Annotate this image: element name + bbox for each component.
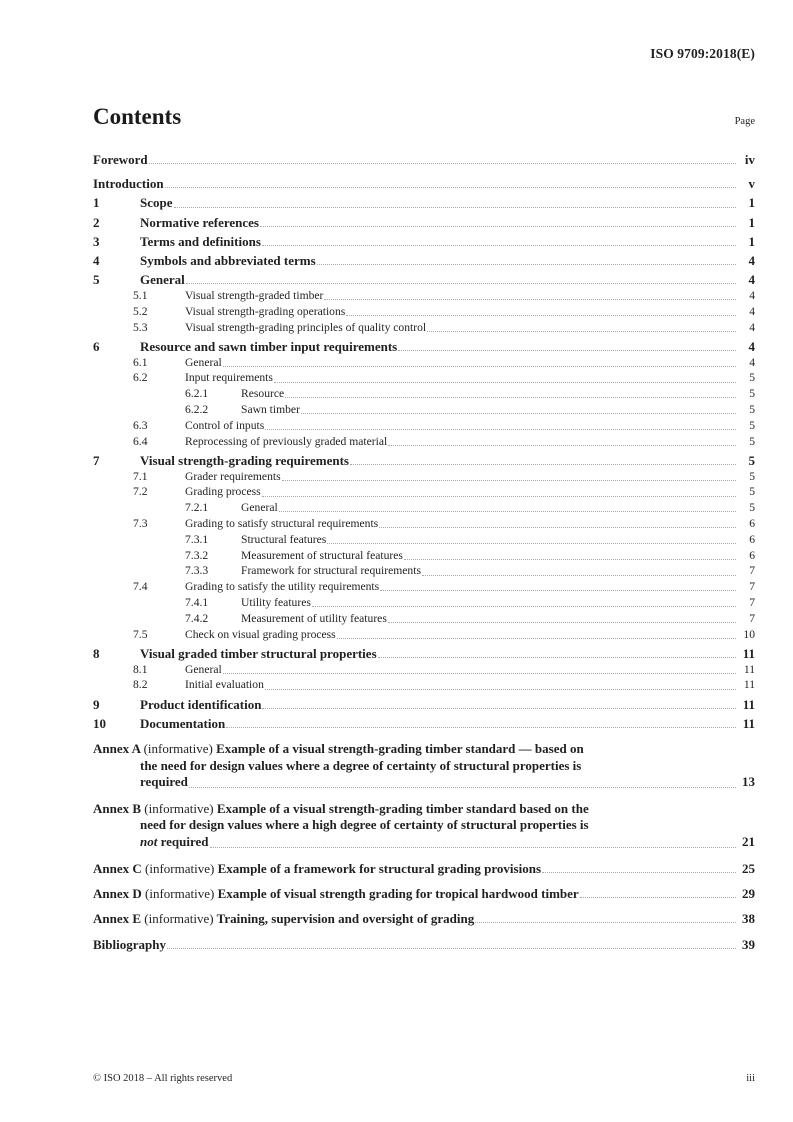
toc-entry-label: Normative references (140, 214, 259, 230)
dot-leader (398, 349, 736, 351)
dot-leader (223, 672, 736, 674)
toc-entry-number: 7.3 (133, 516, 148, 530)
toc-entry-frontmatter[interactable] (93, 176, 755, 191)
toc-entry-label: Visual strength-grading principles of quality control (185, 320, 427, 334)
toc-entry-number: 6.2 (133, 371, 148, 385)
dot-leader (388, 621, 736, 623)
toc-entry-label: Scope (140, 195, 173, 211)
annex-informative-note: (informative) (145, 860, 215, 876)
toc-entry-label: Visual graded timber structural properties (140, 645, 377, 661)
toc-entry-label: Input requirements (185, 371, 273, 385)
toc-entry-annex-b[interactable] (93, 801, 755, 851)
annex-title-line-1: Example of visual strength grading for tropical hardwood timber (217, 885, 579, 901)
toc-entry-label: Sawn timber (241, 403, 300, 416)
toc-entry-page: 7 (749, 580, 755, 594)
toc-entry-label: Check on visual grading process (185, 627, 336, 641)
toc-entry-page: v (748, 176, 755, 192)
toc-entry-page: 5 (749, 371, 755, 385)
dot-leader (475, 921, 736, 923)
copyright-notice: © ISO 2018 – All rights reserved (93, 1073, 233, 1084)
annex-informative-note: (informative) (144, 910, 214, 926)
toc-entry-number: 2 (93, 214, 100, 230)
annex-informative-note: (informative) (143, 740, 213, 756)
toc-entry-number: 8 (93, 645, 100, 661)
toc-entry-clause-7.4[interactable] (93, 579, 755, 594)
toc-entry-number: 7.2.1 (185, 501, 209, 515)
toc-entry-clause-6.2.1[interactable] (93, 386, 755, 401)
toc-entry-number: 7.1 (133, 469, 148, 483)
toc-entry-clause-9[interactable] (93, 697, 755, 712)
dot-leader (312, 605, 736, 607)
toc-entry-label: Resource (241, 387, 285, 401)
toc-entry-clause-7.1[interactable] (93, 469, 755, 484)
toc-entry-label: Grader requirements (185, 469, 281, 483)
annex-title-tail-row (93, 774, 755, 791)
toc-entry-page: 7 (749, 564, 755, 578)
toc-entry-clause-6.4[interactable] (93, 434, 755, 449)
toc-entry-page: 4 (748, 272, 755, 288)
toc-entry-page: 6 (749, 532, 755, 546)
toc-entry-clause-8.1[interactable] (93, 662, 755, 677)
toc-entry-clause-7.2.1[interactable] (93, 500, 755, 515)
toc-entry-number: 7.3.3 (185, 564, 209, 578)
dot-leader (422, 574, 736, 576)
toc-entry-number: 5.3 (133, 320, 148, 334)
toc-entry-clause-6.3[interactable] (93, 418, 755, 433)
annex-title-line-1: Example of a visual strength-grading timber standard based on the (216, 800, 589, 816)
toc-entry-clause-3[interactable] (93, 234, 755, 249)
dot-leader (279, 510, 736, 512)
toc-entry-page: 11 (743, 678, 755, 692)
toc-entry-label: General (185, 662, 222, 676)
page-footer (93, 1073, 755, 1084)
toc-entry-clause-1[interactable] (93, 195, 755, 210)
annex-title-line-1: Example of a framework for structural grading provisions (217, 860, 541, 876)
dot-leader (174, 206, 737, 208)
dot-leader (388, 444, 736, 446)
toc-entry-clause-2[interactable] (93, 215, 755, 230)
toc-entry-page: 6 (749, 548, 755, 562)
dot-leader (189, 786, 736, 788)
annex-title-line-2: need for design values where a high degree of certainty of structural properties is (140, 817, 589, 833)
dot-leader (265, 688, 736, 690)
annex-heading-text (93, 801, 755, 834)
toc-entry-annex-d[interactable] (93, 886, 755, 901)
toc-entry-number: 1 (93, 195, 100, 211)
toc-entry-label: General (185, 355, 222, 369)
table-of-contents (93, 152, 755, 952)
toc-entry-number: 10 (93, 715, 106, 731)
toc-entry-number: 5.1 (133, 289, 148, 303)
toc-entry-number: 4 (93, 253, 100, 269)
annex-heading-text (93, 911, 474, 926)
toc-entry-clause-7.4.1[interactable] (93, 595, 755, 610)
toc-entry-number: 7.4.1 (185, 595, 209, 609)
annex-title-line-2: the need for design values where a degree of certainty of structural properties is (140, 757, 582, 773)
toc-entry-clause-5.2[interactable] (93, 304, 755, 319)
toc-entry-page: 1 (748, 195, 755, 211)
toc-entry-label: Visual strength-grading requirements (140, 452, 349, 468)
annex-title-line-1: Training, supervision and oversight of grading (216, 910, 475, 926)
toc-entry-page: 5 (749, 403, 755, 416)
toc-entry-clause-4[interactable] (93, 253, 755, 268)
toc-entry-label: Grading to satisfy structural requirements (185, 516, 379, 530)
toc-entry-clause-7.3.3[interactable] (93, 563, 755, 578)
dot-leader (580, 896, 736, 898)
toc-entry-clause-7.3.1[interactable] (93, 532, 755, 547)
toc-entry-label: Introduction (93, 176, 164, 192)
toc-entry-annex-e[interactable] (93, 911, 755, 926)
toc-entry-page: 4 (749, 304, 755, 318)
toc-entry-page: 13 (742, 774, 755, 790)
annex-label: Annex C (93, 860, 142, 876)
dot-leader (404, 558, 736, 560)
toc-entry-label: Foreword (93, 152, 148, 167)
dot-leader (223, 365, 736, 367)
toc-entry-label: Grading process (185, 485, 261, 499)
toc-entry-number: 6.3 (133, 418, 148, 432)
toc-entry-number: 6.2.1 (185, 387, 209, 401)
toc-entry-page: 5 (749, 485, 755, 499)
toc-entry-clause-10[interactable] (93, 716, 755, 731)
toc-entry-number: 5.2 (133, 304, 148, 318)
toc-entry-page: 21 (742, 833, 755, 849)
toc-entry-label: Bibliography (93, 937, 166, 953)
toc-entry-label: Visual strength-grading operations (185, 304, 346, 318)
toc-entry-clause-7[interactable] (93, 453, 755, 468)
annex-title-line-1: Example of a visual strength-grading timber standard — based on (216, 740, 584, 756)
toc-entry-clause-5[interactable] (93, 272, 755, 287)
dot-leader (337, 637, 736, 639)
dot-leader (165, 186, 736, 188)
toc-entry-page: iv (744, 152, 755, 167)
toc-entry-page: 5 (749, 501, 755, 515)
dot-leader (427, 330, 736, 332)
toc-entry-label: Initial evaluation (185, 678, 264, 692)
toc-entry-page: 5 (748, 452, 755, 468)
toc-entry-number: 7.3.1 (185, 532, 209, 546)
toc-entry-page: 1 (748, 233, 755, 249)
toc-entry-label: Visual strength-graded timber (185, 289, 324, 303)
toc-entry-page: 25 (742, 860, 755, 876)
toc-entry-clause-5.1[interactable] (93, 288, 755, 303)
dot-leader (226, 726, 736, 728)
toc-entry-page: 4 (748, 338, 755, 354)
dot-leader (262, 707, 736, 709)
dot-leader (380, 589, 736, 591)
toc-entry-page: 11 (743, 662, 755, 676)
dot-leader (262, 244, 736, 246)
annex-title-tail-row (93, 834, 755, 851)
toc-entry-label: Framework for structural requirements (241, 564, 421, 578)
toc-entry-page: 10 (743, 627, 755, 641)
toc-entry-label: Measurement of structural features (241, 548, 403, 562)
toc-entry-page: 4 (749, 320, 755, 334)
toc-entry-clause-7.4.2[interactable] (93, 611, 755, 626)
toc-entry-annex-a[interactable] (93, 741, 755, 791)
dot-leader (542, 871, 736, 873)
dot-leader (210, 846, 736, 848)
dot-leader (186, 282, 736, 284)
toc-entry-page: 5 (749, 469, 755, 483)
toc-entry-page: 4 (748, 253, 755, 269)
annex-title-emphasis: not (140, 833, 158, 849)
annex-label: Annex E (93, 910, 142, 926)
toc-entry-number: 3 (93, 233, 100, 249)
toc-entry-bibliography[interactable] (93, 937, 755, 952)
dot-leader (262, 495, 736, 497)
toc-entry-number: 9 (93, 696, 100, 712)
dot-leader (317, 263, 736, 265)
annex-informative-note: (informative) (145, 885, 215, 901)
toc-entry-number: 8.2 (133, 678, 148, 692)
contents-title-bar (93, 105, 755, 128)
toc-entry-label: Resource and sawn timber input requirements (140, 338, 398, 354)
toc-entry-label: Control of inputs (185, 418, 265, 432)
annex-title-line-3: required (140, 774, 188, 790)
toc-entry-label: General (140, 272, 185, 288)
toc-entry-clause-5.3[interactable] (93, 320, 755, 335)
toc-entry-frontmatter[interactable] (93, 152, 755, 167)
toc-entry-page: 5 (749, 387, 755, 401)
running-header-standard-ref: ISO 9709:2018(E) (650, 46, 755, 61)
toc-entry-page: 4 (749, 355, 755, 369)
toc-entry-number: 7 (93, 452, 100, 468)
annex-heading-text (93, 861, 541, 876)
dot-leader (379, 526, 736, 528)
toc-entry-number: 5 (93, 272, 100, 288)
dot-leader (350, 463, 736, 465)
toc-entry-number: 7.2 (133, 485, 148, 499)
toc-entry-clause-7.3[interactable] (93, 516, 755, 531)
toc-entry-page: 5 (749, 434, 755, 448)
toc-entry-page: 11 (742, 645, 755, 661)
toc-entry-number: 7.3.2 (185, 548, 209, 562)
toc-entry-number: 6.4 (133, 434, 148, 448)
toc-entry-number: 8.1 (133, 662, 148, 676)
dot-leader (346, 314, 736, 316)
toc-entry-page: 11 (742, 696, 755, 712)
toc-entry-clause-8.2[interactable] (93, 677, 755, 692)
toc-entry-label: Symbols and abbreviated terms (140, 253, 316, 269)
toc-entry-number: 6.1 (133, 355, 148, 369)
toc-entry-page: 1 (748, 214, 755, 230)
toc-entry-number: 7.5 (133, 627, 148, 641)
dot-leader (260, 225, 736, 227)
toc-entry-number: 6 (93, 338, 100, 354)
toc-entry-label: Utility features (241, 595, 311, 609)
toc-entry-number: 7.4 (133, 580, 148, 594)
toc-entry-clause-7.2[interactable] (93, 484, 755, 499)
page-folio-number: iii (746, 1073, 755, 1084)
toc-entry-clause-7.3.2[interactable] (93, 548, 755, 563)
toc-entry-label: General (241, 501, 278, 515)
toc-entry-clause-7.5[interactable] (93, 627, 755, 642)
dot-leader (285, 396, 736, 398)
toc-entry-page: 4 (749, 289, 755, 303)
toc-entry-page: 38 (742, 910, 755, 926)
toc-entry-annex-c[interactable] (93, 861, 755, 876)
toc-entry-clause-6[interactable] (93, 339, 755, 354)
toc-entry-label: Documentation (140, 715, 226, 731)
page-column-header: Page (734, 116, 755, 127)
annex-informative-note: (informative) (144, 800, 214, 816)
toc-entry-clause-8[interactable] (93, 646, 755, 661)
toc-entry-label: Reprocessing of previously graded material (185, 434, 388, 448)
toc-entry-page: 7 (749, 611, 755, 625)
toc-entry-clause-6.1[interactable] (93, 355, 755, 370)
annex-title-line-3: not required (140, 833, 209, 849)
annex-heading-text (93, 741, 755, 774)
dot-leader (167, 947, 736, 949)
toc-entry-page: 6 (749, 516, 755, 530)
toc-entry-label: Grading to satisfy the utility requirements (185, 580, 380, 594)
toc-entry-page: 7 (749, 595, 755, 609)
toc-entry-page: 11 (742, 715, 755, 731)
toc-entry-page: 29 (742, 885, 755, 901)
annex-label: Annex D (93, 885, 142, 901)
dot-leader (149, 162, 736, 164)
page-title: Contents (93, 104, 182, 129)
dot-leader (327, 542, 736, 544)
annex-heading-text (93, 886, 579, 901)
toc-entry-clause-6.2.2[interactable] (93, 402, 755, 417)
annex-label: Annex A (93, 740, 141, 756)
dot-leader (378, 656, 736, 658)
toc-entry-clause-6.2[interactable] (93, 370, 755, 385)
toc-entry-page: 5 (749, 418, 755, 432)
toc-entry-label: Measurement of utility features (241, 611, 387, 625)
toc-entry-page: 39 (742, 937, 755, 953)
toc-entry-label: Structural features (241, 532, 327, 546)
dot-leader (265, 428, 736, 430)
dot-leader (324, 298, 736, 300)
annex-label: Annex B (93, 800, 142, 816)
dot-leader (274, 381, 736, 383)
toc-entry-label: Terms and definitions (140, 233, 261, 249)
dot-leader (282, 479, 736, 481)
toc-entry-number: 7.4.2 (185, 611, 209, 625)
dot-leader (301, 412, 736, 414)
toc-entry-number: 6.2.2 (185, 403, 209, 416)
toc-entry-label: Product identification (140, 696, 262, 712)
